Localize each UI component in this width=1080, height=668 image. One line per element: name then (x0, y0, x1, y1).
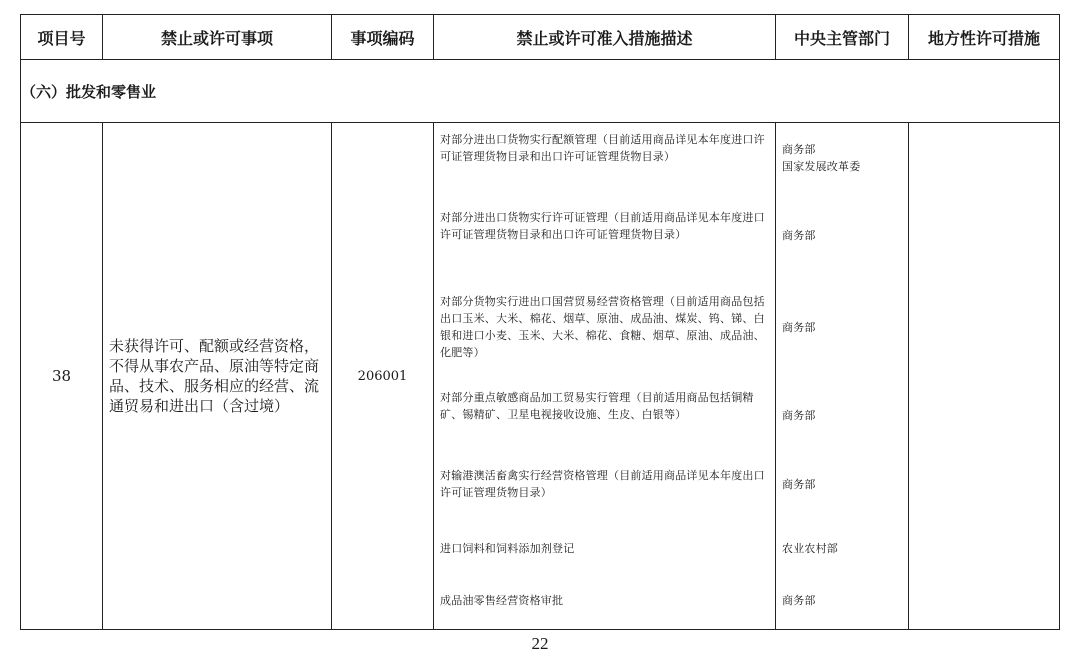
department: 商务部 (782, 409, 816, 422)
measure-description: 对部分进出口货物实行配额管理（目前适用商品详见本年度进口许可证管理货物目录和出口许可证管理货物目录） (440, 133, 765, 163)
measure-description: 对输港澳活畜禽实行经营资格管理（目前适用商品详见本年度出口许可证管理货物目录） (440, 469, 765, 499)
section-row (21, 60, 1060, 123)
measure-description: 成品油零售经营资格审批 (440, 594, 564, 607)
department: 商务部 (782, 594, 816, 607)
department: 商务部 (782, 321, 816, 334)
header-department: 中央主管部门 (776, 15, 909, 60)
header-local-measures: 地方性许可措施 (909, 15, 1060, 60)
header-project-number: 项目号 (21, 15, 103, 60)
regulation-table (20, 14, 1060, 630)
measures-cell (434, 123, 776, 630)
header-code: 事项编码 (332, 15, 434, 60)
departments-cell (776, 123, 909, 630)
item-description: 未获得许可、配额或经营资格，不得从事农产品、原油等特定商品、技术、服务相应的经营、流通贸易和进出口（含过境） (103, 123, 332, 630)
item-code: 206001 (332, 123, 434, 630)
header-row (21, 15, 1060, 60)
measure-description: 对部分货物实行进出口国营贸易经营资格管理（目前适用商品包括出口玉米、大米、棉花、烟草、原油、成品油、煤炭、钨、锑、白银和进口小麦、玉米、大米、棉花、食糖、烟草、原油、成品油、化肥等） (440, 295, 765, 359)
department: 商务部 (782, 478, 816, 491)
local-measures-cell (909, 123, 1060, 630)
measure-description: 对部分进出口货物实行许可证管理（目前适用商品详见本年度进口许可证管理货物目录和出口许可证管理货物目录） (440, 211, 765, 241)
department: 农业农村部 (782, 542, 838, 555)
page-number: 22 (531, 634, 549, 653)
header-description: 禁止或许可准入措施描述 (434, 15, 776, 60)
section-title: （六）批发和零售业 (21, 60, 1060, 123)
table-row (21, 123, 1060, 630)
header-item: 禁止或许可事项 (103, 15, 332, 60)
measure-description: 进口饲料和饲料添加剂登记 (440, 542, 575, 555)
project-number: 38 (21, 123, 103, 630)
measure-description: 对部分重点敏感商品加工贸易实行管理（目前适用商品包括铜精矿、锡精矿、卫星电视接收设施、生皮、白银等） (440, 391, 754, 421)
department: 商务部 国家发展改革委 (782, 143, 861, 173)
department: 商务部 (782, 229, 816, 242)
